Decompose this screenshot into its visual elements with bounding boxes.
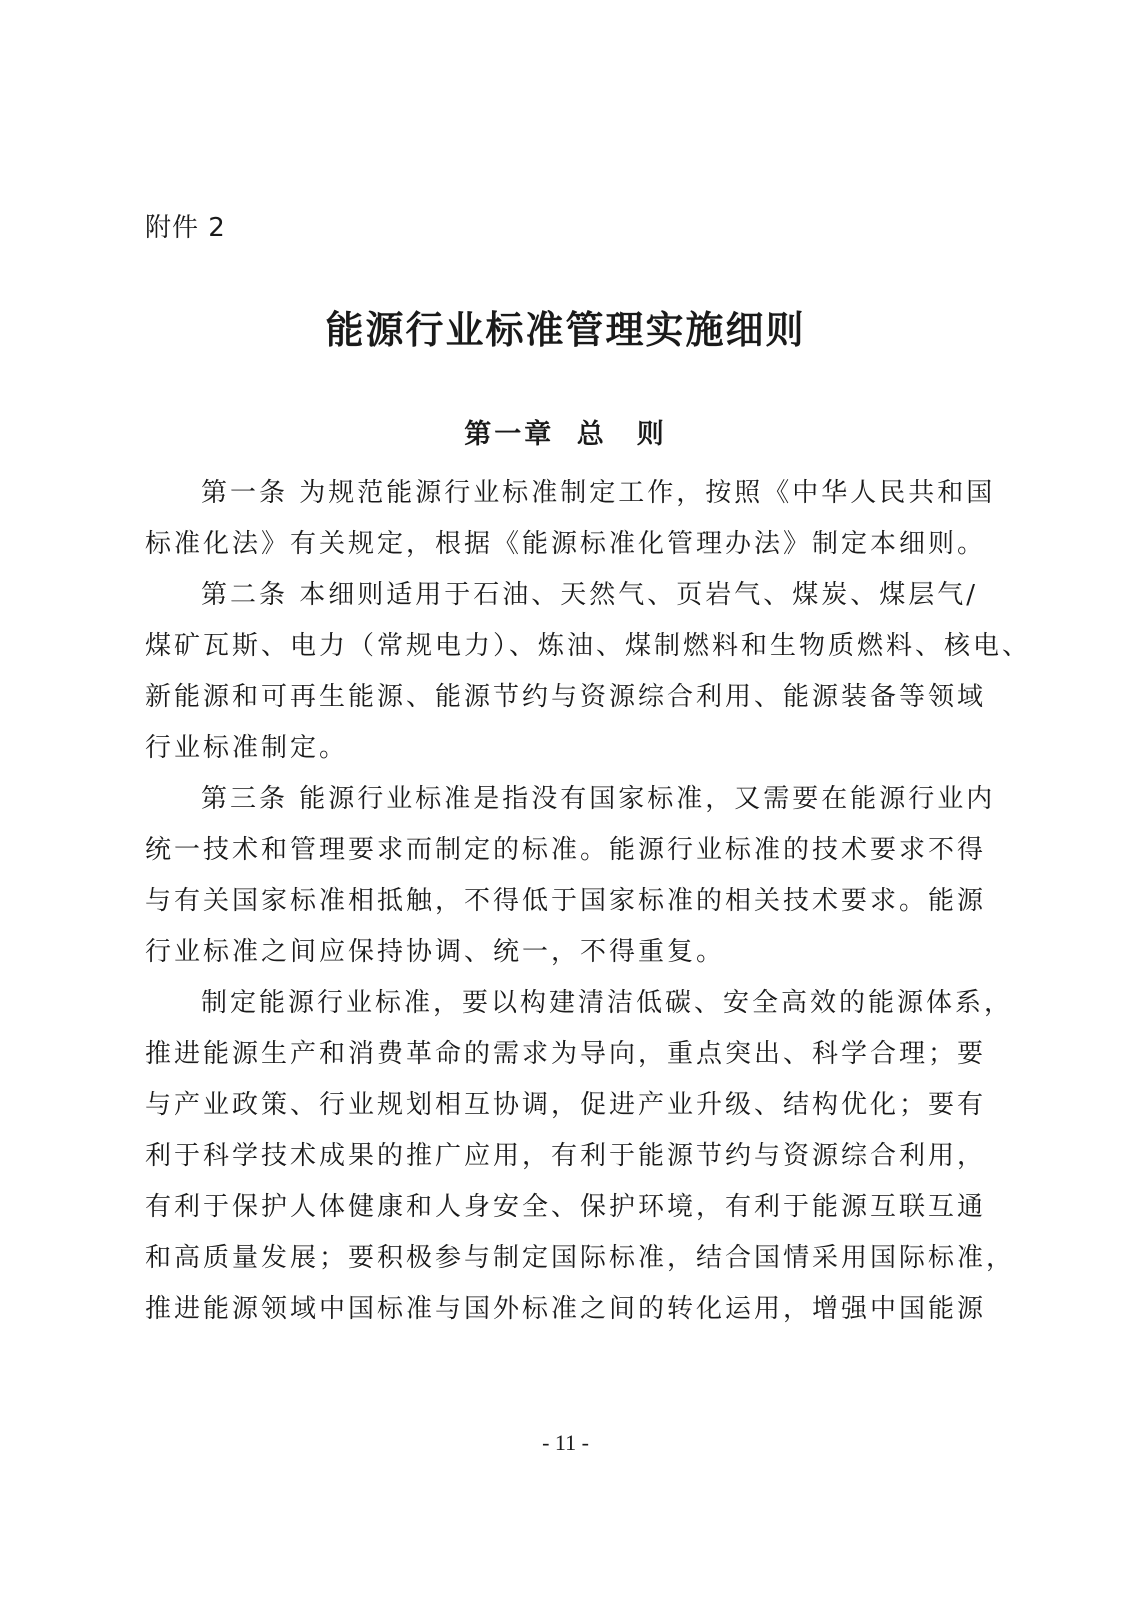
page-number: - 11 - [542,1430,589,1455]
text-line: 行业标准制定。 [145,733,349,763]
paragraph-article-2 [145,570,1032,774]
document-body [145,468,1032,1335]
chapter-heading: 第一章 总 则 [464,419,667,450]
paragraph-article-1 [145,468,996,570]
paragraph-article-3 [145,774,996,978]
text-line: 第三条 能源行业标准是指没有国家标准，又需要在能源行业内 [201,784,996,814]
text-line: 行业标准之间应保持协调、统一，不得重复。 [145,937,726,967]
paragraph-principles [145,978,1016,1335]
text-line: 推进能源领域中国标准与国外标准之间的转化运用，增强中国能源 [145,1294,987,1324]
text-line: 标准化法》有关规定，根据《能源标准化管理办法》制定本细则。 [145,529,987,559]
text-line: 第二条 本细则适用于石油、天然气、页岩气、煤炭、煤层气/ [201,580,979,610]
text-line: 第一条 为规范能源行业标准制定工作，按照《中华人民共和国 [201,478,996,508]
text-line: 与有关国家标准相抵触，不得低于国家标准的相关技术要求。能源 [145,886,987,916]
text-line: 利于科学技术成果的推广应用，有利于能源节约与资源综合利用， [145,1141,987,1171]
attachment-label: 附件 2 [145,213,226,243]
text-line: 统一技术和管理要求而制定的标准。能源行业标准的技术要求不得 [145,835,987,865]
text-line: 与产业政策、行业规划相互协调，促进产业升级、结构优化；要有 [145,1090,987,1120]
text-line: 推进能源生产和消费革命的需求为导向，重点突出、科学合理；要 [145,1039,987,1069]
text-line: 制定能源行业标准，要以构建清洁低碳、安全高效的能源体系， [201,988,1014,1018]
text-line: 和高质量发展；要积极参与制定国际标准，结合国情采用国际标准， [145,1243,1016,1273]
text-line: 新能源和可再生能源、能源节约与资源综合利用、能源装备等领域 [145,682,987,712]
document-title: 能源行业标准管理实施细则 [325,307,806,352]
text-line: 有利于保护人体健康和人身安全、保护环境，有利于能源互联互通 [145,1192,987,1222]
text-line: 煤矿瓦斯、电力（常规电力）、炼油、煤制燃料和生物质燃料、核电、 [145,631,1032,661]
